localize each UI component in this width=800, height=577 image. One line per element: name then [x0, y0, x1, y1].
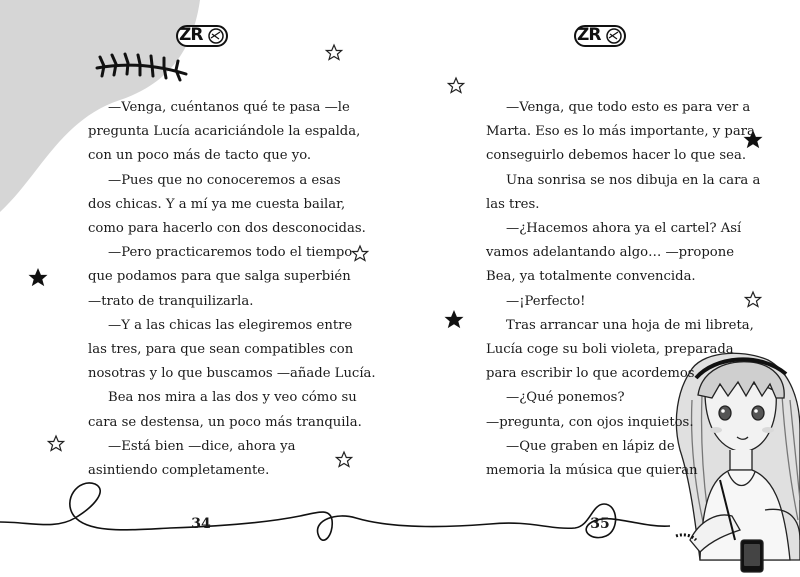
star-filled-icon [29, 268, 48, 286]
text-line: Bea nos mira a las dos y veo cómo su [108, 390, 357, 406]
text-line: asintiendo completamente. [88, 463, 270, 479]
text-line: —¿Hacemos ahora ya el cartel? Así [506, 221, 742, 237]
text-line: —Que graben en lápiz de [506, 438, 675, 454]
right-page-text [486, 96, 760, 483]
text-line: —trato de tranquilizarla. [88, 293, 254, 309]
text-line: Marta. Eso es lo más importante, y para [486, 124, 755, 140]
text-line: memoria la música que quieran [486, 463, 698, 479]
text-line: —Pues que no conoceremos a esas [108, 172, 341, 188]
left-page-number: 34 [191, 516, 211, 532]
star-outline-icon [48, 436, 63, 450]
text-line: —Venga, que todo esto es para ver a [506, 100, 751, 115]
text-line: pregunta Lucía acariciándole la espalda, [88, 124, 361, 140]
star-filled-icon [445, 310, 464, 328]
logo-text: ZR [179, 25, 203, 45]
text-line: —¿Qué ponemos? [506, 390, 625, 406]
logo-text: ZR [577, 25, 601, 45]
star-outline-icon [448, 78, 463, 92]
left-page-text [88, 96, 376, 483]
text-line: —Pero practicaremos todo el tiempo [108, 245, 353, 261]
text-line: las tres, para que sean compatibles con [88, 342, 354, 358]
text-line: —Venga, cuéntanos qué te pasa —le [108, 100, 350, 115]
text-line: dos chicas. Y a mí ya me cuesta bailar, [88, 196, 346, 212]
text-line: vamos adelantando algo… —propone [486, 245, 735, 261]
text-line: cara se destensa, un poco más tranquila. [88, 414, 362, 430]
text-line: Tras arrancar una hoja de mi libreta, [506, 317, 754, 333]
squiggle-line-decoration [0, 483, 670, 540]
text-line: Lucía coge su boli violeta, preparada [486, 342, 734, 358]
text-line: conseguirlo debemos hacer lo que sea. [486, 148, 747, 164]
text-line: que podamos para que salga superbién [88, 269, 351, 285]
text-line: para escribir lo que acordemos. [486, 366, 699, 382]
text-line: Una sonrisa se nos dibuja en la cara a [506, 172, 761, 188]
text-line: —¡Perfecto! [506, 293, 586, 309]
star-outline-icon [326, 45, 341, 59]
text-line: con un poco más de tacto que yo. [88, 148, 312, 164]
text-line: —pregunta, con ojos inquietos. [486, 414, 694, 430]
text-line: —Y a las chicas las elegiremos entre [108, 317, 353, 333]
text-line: como para hacerlo con dos desconocidas. [88, 221, 366, 237]
fern-icon [97, 54, 186, 80]
text-line: —Está bien —dice, ahora ya [108, 438, 296, 454]
text-line: Bea, ya totalmente convencida. [486, 269, 696, 285]
text-line: nosotras y lo que buscamos —añade Lucía. [88, 366, 376, 382]
text-line: las tres. [486, 196, 540, 212]
right-page-number: 35 [590, 516, 610, 532]
